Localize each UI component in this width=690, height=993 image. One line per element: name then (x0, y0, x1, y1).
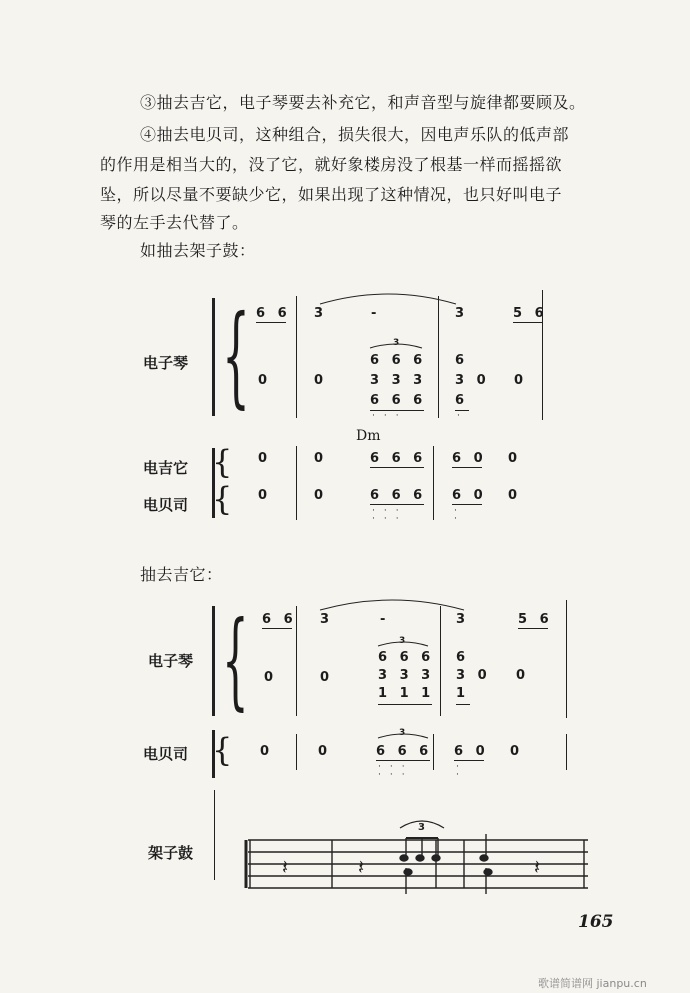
paragraph-line: 坠，所以尽量不要缺少它，如果出现了这种情况，也只好叫电子 (100, 185, 563, 204)
section-title: 抽去吉它： (140, 565, 223, 584)
system-bracket (212, 606, 215, 716)
note-cell: 0 (514, 373, 528, 388)
note-cell: 3 0 (456, 668, 491, 683)
note-cell: 6 6 (262, 612, 297, 627)
beam-line (378, 704, 432, 705)
note-cell: 3 3 3 (378, 668, 435, 683)
barline (440, 606, 441, 716)
note-cell: 3 (456, 612, 470, 627)
note-cell: 0 (318, 744, 332, 759)
note-cell: 3 (320, 612, 334, 627)
note-cell: 5 6 (518, 612, 553, 627)
beam-line (370, 467, 424, 468)
note-cell: - (380, 612, 390, 627)
note-cell: 0 (516, 668, 530, 683)
paragraph-line: ④抽去电贝司，这种组合，损失很大，因电声乐队的低声部 (140, 125, 570, 144)
note-cell: 0 (258, 488, 272, 503)
note-cell: 6 (455, 353, 469, 368)
keyboard-label: 电子琴 (143, 354, 189, 372)
beam-line (452, 467, 482, 468)
octave-dots: ··· (372, 506, 408, 516)
note-cell: 0 (258, 373, 272, 388)
drum-triplet-mark: 3 (418, 822, 425, 833)
triplet-mark: 3 (399, 636, 410, 646)
drums-label: 架子鼓 (148, 844, 194, 862)
note-cell: 6 6 6 (376, 744, 433, 759)
beam-line (376, 760, 430, 761)
chord-symbol: Dm (356, 428, 381, 444)
triplet-bracket (376, 638, 430, 648)
note-cell: 0 (508, 488, 522, 503)
beam-line (370, 504, 424, 505)
svg-text:𝄽: 𝄽 (282, 855, 289, 879)
octave-dots: · (456, 762, 468, 772)
svg-text:𝄽: 𝄽 (534, 855, 541, 879)
beam-line (518, 628, 548, 629)
beam-line (454, 760, 484, 761)
barline (566, 734, 567, 770)
octave-dots: · (454, 514, 466, 524)
note-cell: 6 6 6 (378, 650, 435, 665)
paragraph-line: 的作用是相当大的，没了它，就好象楼房没了根基一样而摇摇欲 (100, 155, 563, 174)
octave-dots: · (456, 770, 468, 780)
brace-symbol: { (212, 443, 233, 481)
beam-line (262, 628, 292, 629)
tie-arc (318, 286, 458, 306)
brace-symbol: { (212, 731, 233, 769)
barline (438, 296, 439, 418)
triplet-bracket (368, 340, 424, 350)
note-cell: 6 6 (256, 306, 291, 321)
barline (296, 734, 297, 770)
beam-line (456, 704, 470, 705)
octave-dots: ··· (378, 770, 414, 780)
note-cell: 6 6 6 (370, 393, 427, 408)
barline (433, 446, 434, 520)
note-cell: 6 6 6 (370, 353, 427, 368)
svg-text:𝄽: 𝄽 (358, 855, 365, 879)
note-cell: 3 3 3 (370, 373, 427, 388)
paragraph-line: 如抽去架子鼓： (140, 241, 256, 260)
barline (296, 296, 297, 418)
beam-line (452, 504, 482, 505)
guitar-label: 电吉它 (143, 459, 189, 477)
note-cell: 6 0 (452, 488, 487, 503)
note-cell: 6 0 (454, 744, 489, 759)
octave-dots: ··· (378, 762, 414, 772)
triplet-bracket (376, 730, 430, 740)
system-bracket (212, 298, 215, 416)
barline (214, 790, 215, 880)
note-cell: 5 6 (513, 306, 548, 321)
note-cell: 1 1 1 (378, 686, 435, 701)
barline (566, 600, 567, 718)
page-number: 165 (578, 912, 614, 932)
triplet-mark: 3 (393, 338, 404, 348)
octave-dots: ··· (372, 514, 408, 524)
drum-staff (240, 818, 600, 908)
note-cell: 1 (456, 686, 470, 701)
note-cell: 6 (456, 650, 470, 665)
octave-dots: · (457, 411, 469, 421)
note-cell: 0 (314, 451, 328, 466)
bass-label: 电贝司 (143, 745, 189, 763)
watermark: 歌谱简谱网 jianpu.cn (538, 977, 647, 990)
beam-line (256, 322, 286, 323)
note-cell: - (371, 306, 381, 321)
barline (296, 446, 297, 520)
note-cell: 0 (320, 670, 334, 685)
paragraph-line: ③抽去吉它，电子琴要去补充它，和声音型与旋律都要顾及。 (140, 93, 586, 112)
brace-symbol: { (222, 291, 250, 419)
paragraph-line: 琴的左手去代替了。 (100, 213, 249, 232)
note-cell: 0 (260, 744, 274, 759)
note-cell: 3 0 (455, 373, 490, 388)
note-cell: 6 6 6 (370, 451, 427, 466)
brace-symbol: { (212, 480, 233, 518)
note-cell: 0 (314, 488, 328, 503)
octave-dots: · (454, 506, 466, 516)
note-cell: 0 (508, 451, 522, 466)
note-cell: 0 (258, 451, 272, 466)
note-cell: 3 (314, 306, 328, 321)
tie-arc (318, 592, 466, 612)
octave-dots: ··· (372, 411, 408, 421)
note-cell: 3 (455, 306, 469, 321)
bass-label: 电贝司 (143, 496, 189, 514)
barline (433, 734, 434, 770)
note-cell: 6 0 (452, 451, 487, 466)
note-cell: 6 (455, 393, 469, 408)
note-cell: 0 (314, 373, 328, 388)
note-cell: 0 (510, 744, 524, 759)
triplet-mark: 3 (399, 728, 410, 738)
keyboard-label: 电子琴 (148, 652, 194, 670)
brace-symbol: { (222, 599, 249, 721)
beam-line (513, 322, 543, 323)
note-cell: 0 (264, 670, 278, 685)
note-cell: 6 6 6 (370, 488, 427, 503)
